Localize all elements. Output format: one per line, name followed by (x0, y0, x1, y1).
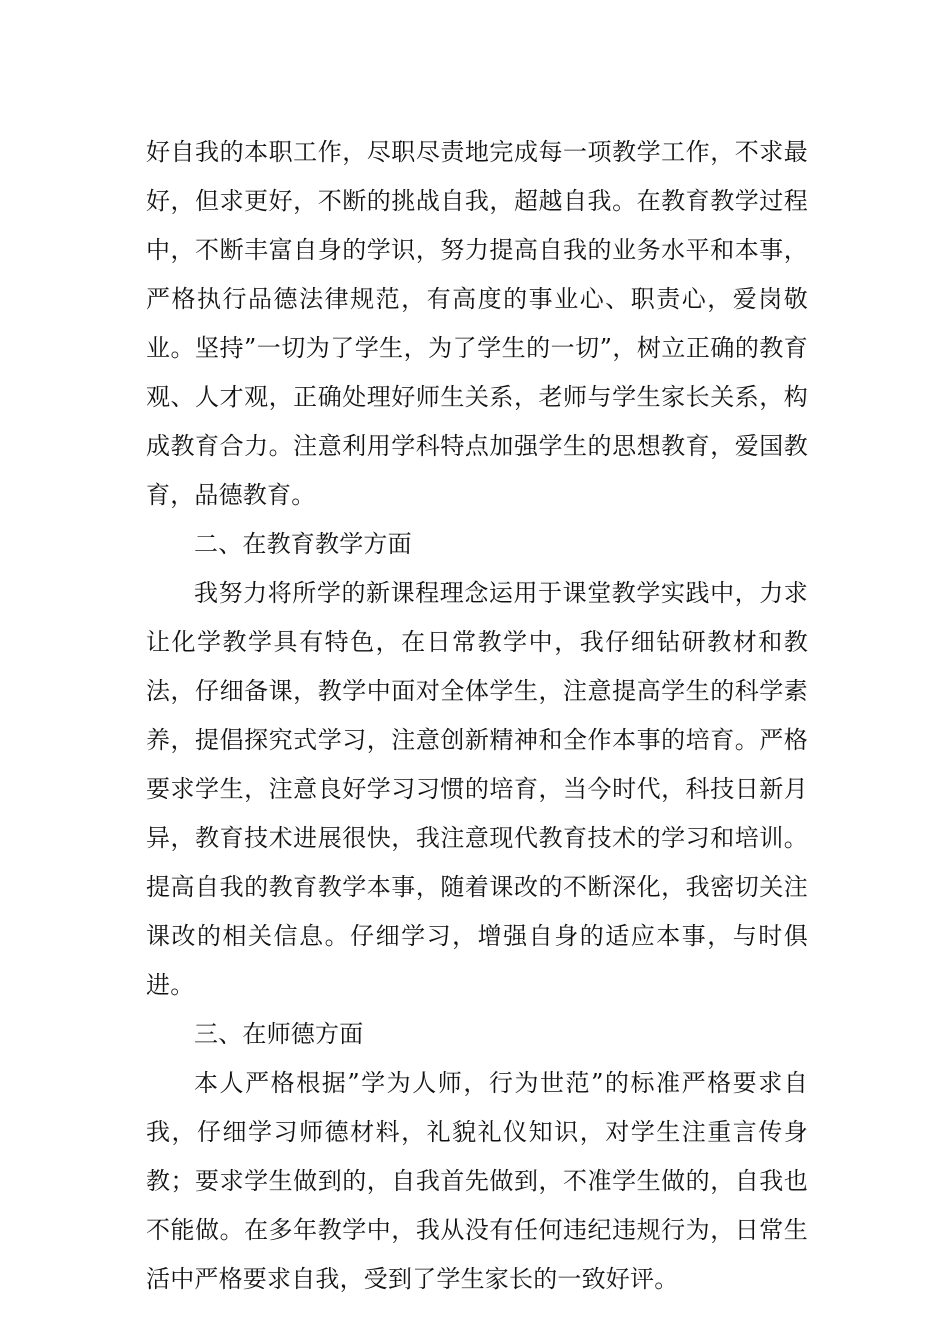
section-heading-teaching: 二、在教育教学方面 (194, 530, 412, 558)
section-heading-ethics: 三、在师德方面 (194, 1020, 364, 1048)
paragraph-ethics: 本人严格根据”学为人师，行为世范”的标准严格要求自我，仔细学习师德材料，礼貌礼仪知识，对学生注重言传身教；要求学生做到的，自我首先做到，不准学生做的，自我也不能做。在多年教学中，我从没有任何违纪违规行为，日常生活中严格要求自我，受到了学生家长的一致好评。 (146, 1069, 808, 1293)
paragraph-teaching: 我努力将所学的新课程理念运用于课堂教学实践中，力求让化学教学具有特色，在日常教学中，我仔细钻研教材和教法，仔细备课，教学中面对全体学生，注意提高学生的科学素养，提倡探究式学习，注意创新精神和全作本事的培育。严格要求学生，注意良好学习习惯的培育，当今时代，科技日新月异，教育技术进展很快，我注意现代教育技术的学习和培训。提高自我的教育教学本事，随着课改的不断深化，我密切关注课改的相关信息。仔细学习，增强自身的适应本事，与时俱进。 (146, 579, 808, 999)
document-body (146, 128, 808, 1304)
paragraph-continuation: 好自我的本职工作，尽职尽责地完成每一项教学工作，不求最好，但求更好，不断的挑战自我，超越自我。在教育教学过程中，不断丰富自身的学识，努力提高自我的业务水平和本事，严格执行品德法律规范，有高度的事业心、职责心，爱岗敬业。坚持”一切为了学生，为了学生的一切”，树立正确的教育观、人才观，正确处理好师生关系，老师与学生家长关系，构成教育合力。注意利用学科特点加强学生的思想教育，爱国教育，品德教育。 (146, 138, 808, 509)
